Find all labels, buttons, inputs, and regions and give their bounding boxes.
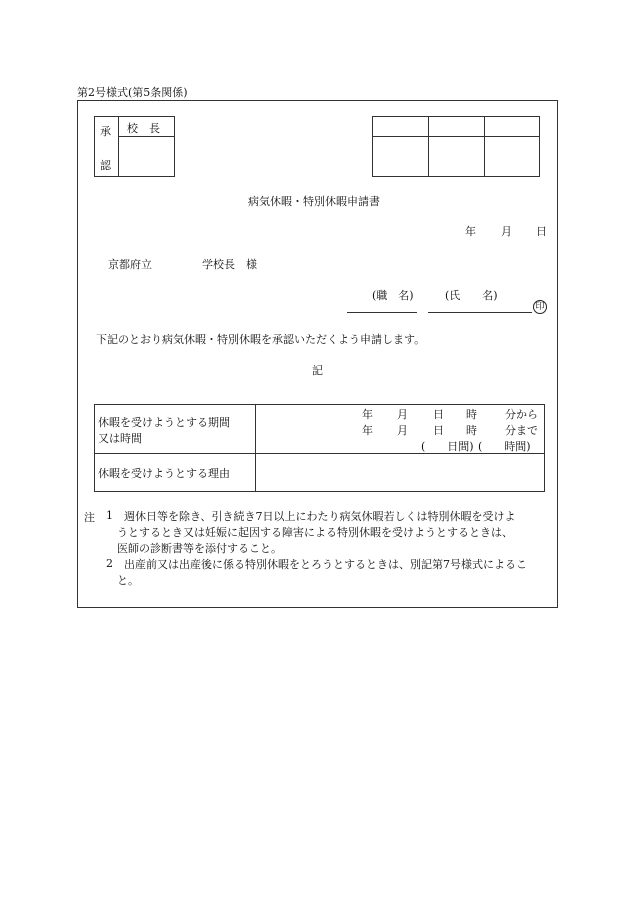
date-month-label: 月 <box>501 225 512 238</box>
position-underline <box>347 312 417 313</box>
from-minute: 分から <box>505 408 538 421</box>
duration-days: ( 日間) <box>421 440 474 453</box>
duration-hours: ( 時間) <box>478 440 531 453</box>
note-1-line-3: 医師の診断書等を添付すること。 <box>117 542 282 555</box>
note-2-number: 2 <box>106 557 113 570</box>
from-day: 日 <box>433 408 444 421</box>
from-hour: 時 <box>466 408 477 421</box>
to-hour: 時 <box>466 424 477 437</box>
note-1-line-1: 週休日等を除き、引き続き7日以上にわたり病気休暇若しくは特別休暇を受けよ <box>124 510 516 523</box>
to-year: 年 <box>362 424 373 437</box>
notes-label: 注 <box>84 511 95 524</box>
addressee-suffix: 学校長 様 <box>202 258 257 271</box>
from-year: 年 <box>362 408 373 421</box>
note-1-line-2: うとするとき又は妊娠に起因する障害による特別休暇を受けようとするときは、 <box>117 526 513 539</box>
form-title: 病気休暇・特別休暇申請書 <box>248 195 380 208</box>
note-1-number: 1 <box>106 509 113 522</box>
date-year-label: 年 <box>465 225 476 238</box>
form-number: 第2号様式(第5条関係) <box>77 86 188 99</box>
addressee-prefix: 京都府立 <box>108 258 152 271</box>
approval-label-bottom: 認 <box>100 159 111 172</box>
to-minute: 分まで <box>505 424 538 437</box>
ki-label: 記 <box>312 364 323 377</box>
from-month: 月 <box>397 408 408 421</box>
note-2-line-2: と。 <box>117 574 139 587</box>
note-2-line-1: 出産前又は出産後に係る特別休暇をとろうとするときは、別記第7号様式によるこ <box>124 558 527 571</box>
period-label-2: 又は時間 <box>98 432 142 445</box>
position-label: (職 名) <box>372 289 414 302</box>
to-month: 月 <box>397 424 408 437</box>
name-label: (氏 名) <box>445 289 498 302</box>
reason-label: 休暇を受けようとする理由 <box>98 467 230 480</box>
principal-label: 校 長 <box>127 122 160 135</box>
seal-icon: 印 <box>533 300 547 314</box>
name-underline <box>428 312 532 313</box>
to-day: 日 <box>433 424 444 437</box>
request-text: 下記のとおり病気休暇・特別休暇を承認いただくよう申請します。 <box>96 333 426 346</box>
period-label-1: 休暇を受けようとする期間 <box>98 416 230 429</box>
approval-label-top: 承 <box>100 125 111 138</box>
date-day-label: 日 <box>536 225 547 238</box>
